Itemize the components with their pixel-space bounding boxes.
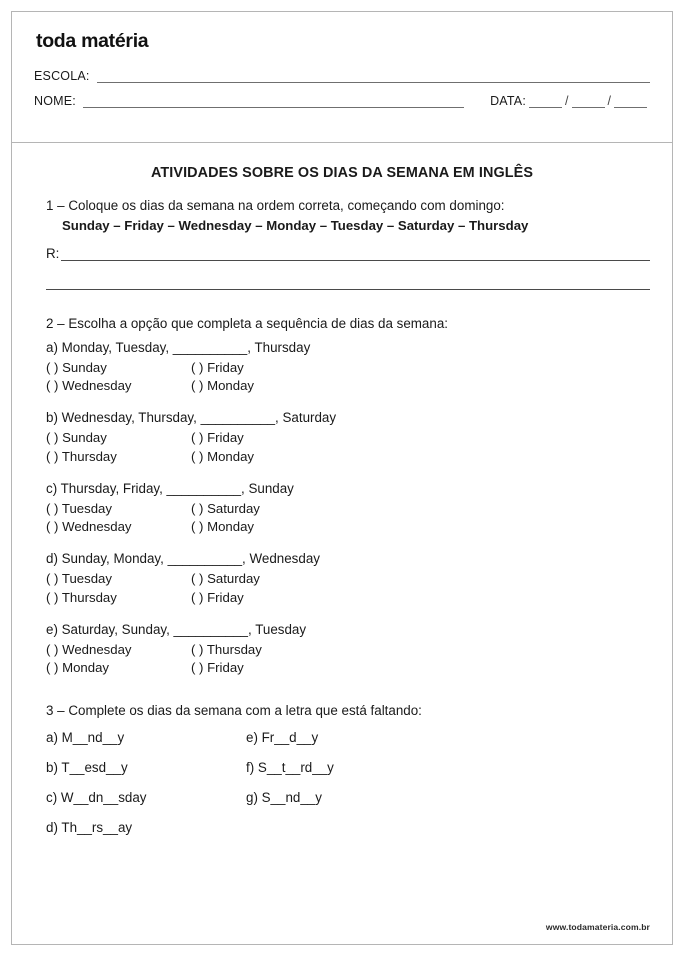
footer-website-url: www.todamateria.com.br xyxy=(545,922,650,932)
option-choice[interactable]: ( ) Friday xyxy=(191,360,244,375)
date-day-input-line[interactable] xyxy=(529,96,562,108)
fill-row xyxy=(46,790,650,805)
page-title: ATIVIDADES SOBRE OS DIAS DA SEMANA EM INGLÊS xyxy=(150,165,534,181)
exercise-1-prompt: 1 – Coloque os dias da semana na ordem correta, começando com domingo: xyxy=(46,198,505,213)
page-header xyxy=(12,12,672,143)
option-choice[interactable]: ( ) Wednesday xyxy=(46,378,132,394)
exercise-2 xyxy=(34,316,650,677)
fill-row xyxy=(46,760,650,775)
option-choice[interactable]: ( ) Friday xyxy=(191,589,244,605)
exercise-2-item-a xyxy=(34,340,650,395)
option-row xyxy=(46,659,650,677)
item-options xyxy=(34,500,650,536)
option-row xyxy=(46,377,650,395)
fill-item-empty xyxy=(246,820,446,835)
option-row xyxy=(46,641,650,659)
date-separator-2: / xyxy=(607,94,611,108)
option-choice[interactable]: ( ) Saturday xyxy=(191,571,260,587)
option-row xyxy=(46,359,650,377)
name-label: NOME: xyxy=(34,94,76,108)
option-row xyxy=(46,518,650,536)
name-input-line[interactable] xyxy=(83,96,464,108)
fill-item[interactable]: b) T__esd__y xyxy=(46,760,128,776)
option-choice[interactable]: ( ) Monday xyxy=(191,519,255,535)
brand-logo: toda matéria xyxy=(36,30,149,52)
option-row xyxy=(46,448,650,466)
option-choice[interactable]: ( ) Wednesday xyxy=(46,519,132,535)
option-choice[interactable]: ( ) Thursday xyxy=(46,448,117,464)
fill-row xyxy=(46,820,650,835)
answer-label: R: xyxy=(46,246,60,261)
option-choice[interactable]: ( ) Monday xyxy=(191,378,255,394)
option-choice[interactable]: ( ) Sunday xyxy=(46,430,107,446)
option-choice[interactable]: ( ) Thursday xyxy=(46,589,117,605)
option-choice[interactable]: ( ) Monday xyxy=(191,448,255,464)
option-choice[interactable]: ( ) Tuesday xyxy=(46,500,112,516)
item-prompt: d) Sunday, Monday, __________, Wednesday xyxy=(46,551,320,567)
exercise-3 xyxy=(34,703,650,835)
option-choice[interactable]: ( ) Thursday xyxy=(191,641,262,657)
exercise-1-answer-line-1[interactable] xyxy=(61,247,650,261)
fill-row xyxy=(46,730,650,745)
option-choice[interactable]: ( ) Friday xyxy=(191,430,244,446)
fill-item[interactable]: a) M__nd__y xyxy=(46,730,125,746)
exercise-1-answer-area xyxy=(34,246,650,290)
option-row xyxy=(46,429,650,447)
date-month-input-line[interactable] xyxy=(572,96,605,108)
worksheet-page xyxy=(11,11,673,945)
fill-item[interactable]: g) S__nd__y xyxy=(246,790,322,806)
name-date-field-row xyxy=(34,94,650,108)
item-prompt: a) Monday, Tuesday, __________, Thursday xyxy=(46,340,311,355)
option-choice[interactable]: ( ) Tuesday xyxy=(46,571,112,587)
date-label: DATA: xyxy=(490,94,527,108)
fill-item[interactable]: d) Th__rs__ay xyxy=(46,820,133,836)
exercise-1-answer-row xyxy=(46,246,650,261)
option-choice[interactable]: ( ) Monday xyxy=(46,659,110,675)
exercise-1-sequence: Sunday – Friday – Wednesday – Monday – Tuesday – Saturday – Thursday xyxy=(62,218,529,233)
date-field-group xyxy=(490,94,650,108)
school-field-row xyxy=(34,69,650,83)
option-choice[interactable]: ( ) Wednesday xyxy=(46,641,132,657)
item-prompt: b) Wednesday, Thursday, __________, Saturday xyxy=(46,410,337,426)
exercise-2-item-d xyxy=(34,551,650,606)
date-year-input-line[interactable] xyxy=(614,96,647,108)
exercise-2-prompt: 2 – Escolha a opção que completa a sequência de dias da semana: xyxy=(46,316,448,331)
exercise-2-item-e xyxy=(34,622,650,677)
option-choice[interactable]: ( ) Sunday xyxy=(46,360,107,375)
item-prompt: e) Saturday, Sunday, __________, Tuesday xyxy=(46,621,307,637)
exercise-2-item-c xyxy=(34,481,650,536)
school-label: ESCOLA: xyxy=(34,69,90,83)
item-options xyxy=(34,641,650,677)
exercise-3-grid xyxy=(34,730,650,835)
exercise-1 xyxy=(34,198,650,290)
item-options xyxy=(34,570,650,606)
school-input-line[interactable] xyxy=(97,71,650,83)
date-separator-1: / xyxy=(565,94,569,108)
item-options xyxy=(34,359,650,395)
fill-item[interactable]: f) S__t__rd__y xyxy=(246,760,334,776)
exercise-2-item-b xyxy=(34,410,650,465)
exercise-1-answer-line-2[interactable] xyxy=(46,288,650,290)
option-choice[interactable]: ( ) Saturday xyxy=(191,500,260,516)
option-row xyxy=(46,500,650,518)
option-row xyxy=(46,570,650,588)
fill-item[interactable]: c) W__dn__sday xyxy=(46,790,147,806)
worksheet-content xyxy=(12,143,672,835)
exercise-3-prompt: 3 – Complete os dias da semana com a letra que está faltando: xyxy=(46,703,422,719)
fill-item[interactable]: e) Fr__d__y xyxy=(246,730,319,746)
item-prompt: c) Thursday, Friday, __________, Sunday xyxy=(46,480,294,496)
item-options xyxy=(34,429,650,465)
option-row xyxy=(46,589,650,607)
option-choice[interactable]: ( ) Friday xyxy=(191,659,244,675)
